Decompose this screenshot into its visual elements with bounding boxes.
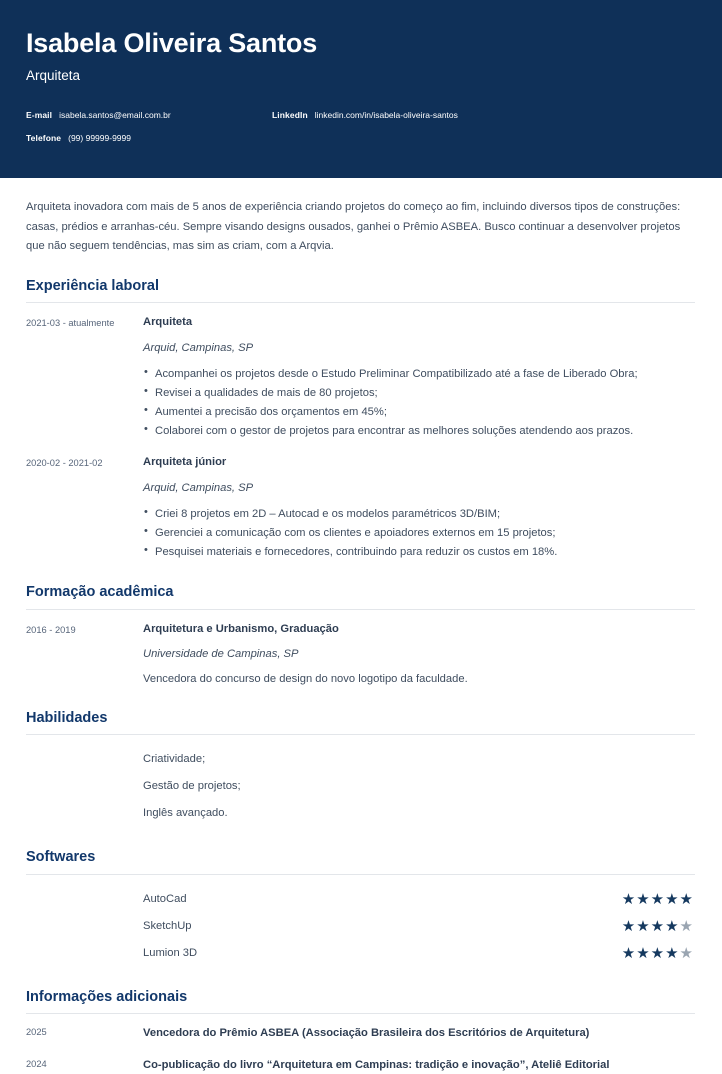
experience-bullet: • Criei 8 projetos em 2D – Autocad e os modelos paramétricos 3D/BIM;	[143, 505, 696, 523]
section-title-additional-info: Informações adicionais	[26, 988, 188, 1005]
experience-bullet: • Pesquisei materiais e fornecedores, contribuindo para reduzir os custos em 18%.	[143, 543, 696, 561]
section-title-experience: Experiência laboral	[26, 278, 159, 295]
experience-company: Arquid, Campinas, SP	[143, 481, 254, 494]
software-name: SketchUp	[143, 920, 192, 933]
contact-row	[26, 110, 696, 120]
additional-info-row	[26, 1057, 696, 1073]
skill-row	[26, 746, 696, 773]
resume-header	[0, 0, 722, 178]
experience-bullet: • Colaborei com o gestor de projetos para encontrar as melhores soluções atendendo aos prazos.	[143, 422, 696, 440]
experience-bullet-list	[143, 505, 696, 561]
contact-label-phone: Telefone	[26, 133, 62, 144]
star-empty-icon: ★	[679, 917, 693, 935]
education-degree: Arquitetura e Urbanismo, Graduação	[143, 622, 339, 635]
experience-bullet: • Acompanhei os projetos desde o Estudo Preliminar Compatibilizado até a fase de Liberado Obra;	[143, 365, 696, 383]
section-additional-info	[26, 989, 696, 1074]
section-software	[26, 849, 696, 966]
star-filled-icon: ★	[636, 917, 650, 935]
contact-label-email: E-mail	[26, 110, 53, 121]
experience-bullet: • Aumentei a precisão dos orçamentos em 45%;	[143, 403, 696, 421]
contact-item-phone	[26, 133, 272, 143]
contact-item-linkedin	[272, 110, 458, 120]
star-filled-icon: ★	[665, 890, 679, 908]
education-body	[143, 621, 696, 688]
star-filled-icon: ★	[650, 890, 665, 908]
contact-details	[26, 110, 696, 143]
contact-item-email	[26, 110, 272, 120]
software-rating-stars	[622, 946, 696, 961]
section-title-education: Formação acadêmica	[26, 584, 174, 601]
star-filled-icon: ★	[679, 890, 693, 908]
skill-label: Gestão de projetos;	[143, 780, 241, 793]
section-title-skills: Habilidades	[26, 710, 108, 726]
skill-row	[26, 800, 696, 827]
star-filled-icon: ★	[665, 944, 679, 962]
section-divider	[26, 1013, 695, 1014]
star-filled-icon: ★	[621, 890, 636, 908]
experience-company: Arquid, Campinas, SP	[143, 341, 254, 354]
software-row	[26, 940, 696, 967]
star-empty-icon: ★	[679, 944, 693, 962]
contact-value-email[interactable]: isabela.santos@email.com.br	[59, 110, 171, 121]
software-row	[26, 886, 696, 913]
star-filled-icon: ★	[621, 944, 636, 962]
software-rating-stars	[622, 892, 696, 907]
software-entry	[143, 886, 696, 913]
professional-summary: Arquiteta inovadora com mais de 5 anos de experiência criando projetos do começo ao fim, incluindo diversos tipos de construções: casas, prédios e arranhas-céu. Sempre visando designs ousados, ganhei o Prêmio ASBEA. Busco continuar a desenvolver projetos que não seguem tendências, mas sim as criam, com a Arqvia.	[26, 201, 681, 252]
software-row	[26, 913, 696, 940]
education-note: Vencedora do concurso de design do novo logotipo da faculdade.	[143, 673, 468, 686]
experience-entry	[26, 454, 696, 562]
experience-date: 2021-03 - atualmente	[26, 318, 115, 329]
section-title-software: Softwares	[26, 849, 96, 866]
software-entry	[143, 913, 696, 940]
resume-content	[0, 198, 722, 1073]
skill-label: Criatividade;	[143, 753, 206, 766]
experience-date: 2020-02 - 2021-02	[26, 458, 103, 469]
additional-info-date: 2024	[26, 1059, 47, 1070]
contact-value-linkedin[interactable]: linkedin.com/in/isabela-oliveira-santos	[314, 110, 458, 121]
star-filled-icon: ★	[650, 944, 665, 962]
additional-info-text: Vencedora do Prêmio ASBEA (Associação Brasileira dos Escritórios de Arquitetura)	[143, 1027, 590, 1040]
software-entry	[143, 940, 696, 967]
star-filled-icon: ★	[665, 917, 679, 935]
experience-bullet-list	[143, 365, 696, 441]
education-date: 2016 - 2019	[26, 624, 76, 635]
education-entry	[26, 621, 696, 688]
contact-label-linkedin: LinkedIn	[272, 110, 308, 121]
additional-info-row	[26, 1025, 696, 1041]
experience-body	[143, 454, 696, 562]
experience-role: Arquiteta júnior	[143, 456, 227, 469]
additional-info-date: 2025	[26, 1027, 47, 1038]
software-name: Lumion 3D	[143, 947, 198, 960]
section-divider	[26, 734, 695, 735]
education-institution: Universidade de Campinas, SP	[143, 647, 299, 660]
additional-info-text: Co-publicação do livro “Arquitetura em Campinas: tradição e inovação”, Ateliê Editorial	[143, 1059, 610, 1072]
section-experience	[26, 278, 696, 562]
contact-row	[26, 133, 696, 143]
experience-bullet: • Revisei a qualidades de mais de 80 projetos;	[143, 384, 696, 402]
section-skills	[26, 710, 696, 827]
star-filled-icon: ★	[650, 917, 665, 935]
section-education	[26, 584, 696, 688]
star-filled-icon: ★	[621, 917, 636, 935]
section-divider	[26, 874, 695, 875]
experience-entry	[26, 314, 696, 441]
experience-bullet: • Gerenciei a comunicação com os clientes e apoiadores externos em 15 projetos;	[143, 524, 696, 542]
candidate-name: Isabela Oliveira Santos	[26, 28, 318, 58]
candidate-job-title: Arquiteta	[26, 68, 81, 84]
experience-role: Arquiteta	[143, 316, 193, 329]
star-filled-icon: ★	[636, 944, 650, 962]
section-divider	[26, 609, 695, 610]
software-name: AutoCad	[143, 893, 187, 906]
experience-body	[143, 314, 696, 441]
section-divider	[26, 302, 695, 303]
skill-label: Inglês avançado.	[143, 807, 228, 820]
skill-row	[26, 773, 696, 800]
contact-value-phone[interactable]: (99) 99999-9999	[68, 133, 131, 144]
software-rating-stars	[622, 919, 696, 934]
star-filled-icon: ★	[636, 890, 650, 908]
